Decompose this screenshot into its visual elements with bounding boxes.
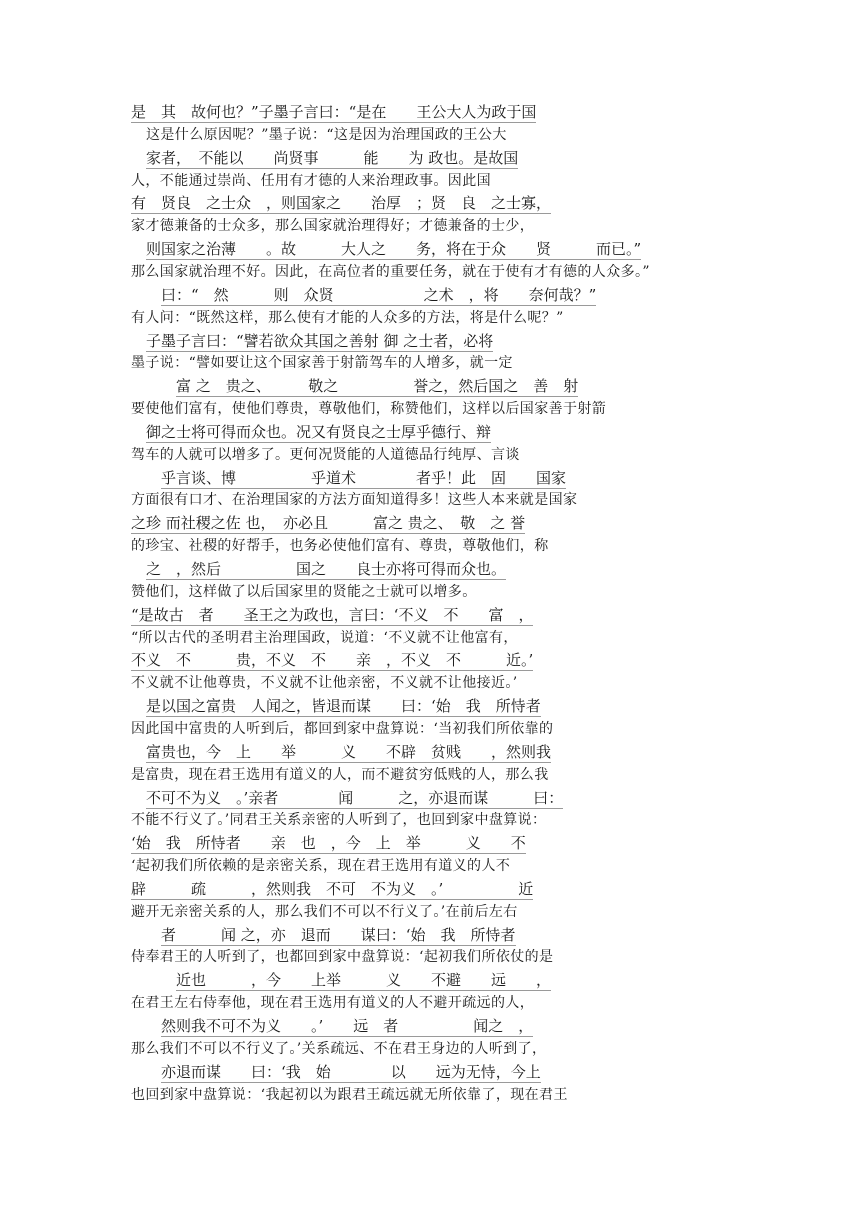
original-text-line: 有 贤良 之士众 ，则国家之 治厚 ；贤 良 之士寡， [131, 194, 552, 213]
translation-line: 是富贵，现在君王选用有道义的人，而不避贫穷低贱的人，那么我 [131, 766, 549, 783]
translation-line: 人，不能通过崇尚、任用有才德的人来治理政事。因此国 [131, 172, 491, 189]
translation-line: 家才德兼备的士众多，那么国家就治理得好；才德兼备的士少， [131, 218, 535, 235]
original-text-line: 近也 ，今 上举 义 不避 远 ， [176, 971, 552, 990]
original-text-line: 辟 疏 ，然则我 不可 不为义 。’ 近 [131, 879, 534, 898]
translation-line: 不能不行义了。’同君王关系亲密的人听到了，也回到家中盘算说： [131, 812, 547, 829]
original-text-line: 富 之 贵之、 敬之 誉之，然后国之 善 射 [176, 377, 579, 396]
original-text-line: 乎言谈、博 乎道术 者乎！此 固 国家 [161, 468, 567, 487]
original-text-line: 不可不为义 。’亲者 闻 之，亦退而谋 曰： [146, 788, 564, 807]
original-text-line: 子墨子言曰：“譬若欲众其国之善射 御 之士者，必将 [146, 331, 494, 350]
translation-line: 在君王左右侍奉他，现在君王选用有道义的人不避开疏远的人， [131, 995, 535, 1012]
original-text-line: 之 ，然后 国之 良士亦将可得而众也。 [146, 560, 507, 578]
translation-line: 那么我们不可以不行义了。’关系疏远、不在君王身边的人听到了， [131, 1040, 547, 1057]
translation-line: 的珍宝、社稷的好帮手，也务必使他们富有、尊贵，尊敬他们，称 [131, 538, 549, 555]
original-text-line: 家者， 不能以 尚贤事 能 为 政也。是故国 [146, 148, 519, 167]
translation-line: ‘起初我们所依赖的是亲密关系，现在君王选用有道义的人不 [131, 858, 511, 875]
translation-line: 侍奉君王的人听到了，也都回到家中盘算说：‘起初我们所依仗的是 [131, 949, 554, 966]
original-text-line: “是故古 者 圣王之为政也，言曰：‘不义 不 富 ， [131, 605, 534, 624]
original-text-line: 曰：“ 然 则 众贤 之术 ，将 奈何哉？” [161, 285, 597, 304]
original-text-line: ‘始 我 所恃者 亲 也 ，今 上 举 义 不 [131, 834, 526, 853]
original-text-line: 是 其 故何也？”子墨子言曰：“是在 王公大人为政于国 [131, 103, 537, 121]
translation-line: 因此国中富贵的人听到后，都回到家中盘算说：‘当初我们所依靠的 [131, 720, 554, 737]
original-text-line: 亦退而谋 曰：‘我 始 以 远为无恃，今上 [161, 1062, 541, 1081]
original-text-line: 之珍 而社稷之佐 也， 亦必且 富之 贵之、 敬 之 誉 [131, 514, 526, 533]
original-text-line: 者 闻 之，亦 退而 谋曰：‘始 我 所恃者 [161, 925, 516, 944]
translation-line: 方面很有口才、在治理国家的方法方面知道得多！这些人本来就是国家 [131, 492, 578, 509]
original-text-line: 不义 不 贵，不义 不 亲 ，不义 不 近。’ [131, 651, 534, 670]
translation-line: 这是什么原因呢？”墨子说：“这是因为治理国政的王公大 [146, 126, 507, 143]
translation-line: “所以古代的圣明君主治理国政，说道：‘不义就不让他富有， [131, 629, 518, 646]
translation-line: 墨子说：“譬如要让这个国家善于射箭驾车的人增多，就一定 [131, 355, 513, 372]
original-text-line: 然则我不可不为义 。’ 远 者 闻之 ， [161, 1017, 534, 1035]
original-text-line: 富贵也，今 上 举 义 不辟 贫贱 ，然则我 [146, 742, 552, 761]
original-text-line: 御之士将可得而众也。况又有贤良之士厚乎德行、辩 [146, 422, 492, 441]
original-text-line: 则国家之治薄 。故 大人之 务，将在于众 贤 而已。” [146, 240, 642, 259]
translation-line: 那么国家就治理不好。因此，在高位者的重要任务，就在于使有才有德的人众多。” [131, 263, 650, 280]
translation-line: 也回到家中盘算说：‘我起初以为跟君王疏远就无所依靠了，现在君王 [131, 1086, 568, 1103]
translation-line: 有人问：“既然这样，那么使有才能的人众多的方法，将是什么呢？” [131, 309, 564, 326]
translation-line: 赞他们，这样做了以后国家里的贤能之士就可以增多。 [131, 583, 477, 600]
translation-line: 驾车的人就可以增多了。更何况贤能的人道德品行纯厚、言谈 [131, 446, 520, 463]
original-text-line: 是以国之富贵 人闻之，皆退而谋 曰：‘始 我 所恃者 [146, 697, 541, 716]
translation-line: 要使他们富有，使他们尊贵，尊敬他们，称赞他们，这样以后国家善于射箭 [131, 401, 607, 418]
translation-line: 避开无亲密关系的人，那么我们不可以不行义了。’在前后左右 [131, 903, 518, 920]
translation-line: 不义就不让他尊贵，不义就不让他亲密，不义就不让他接近。’ [131, 675, 518, 692]
